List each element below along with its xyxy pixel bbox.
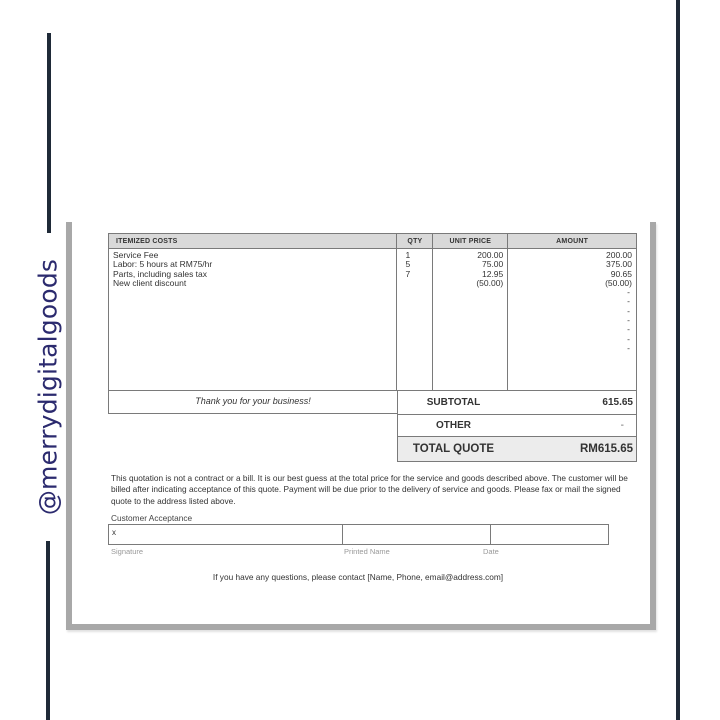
date-caption: Date — [483, 547, 499, 556]
thank-you-note: Thank you for your business! — [108, 390, 398, 414]
empty-amount: - — [627, 342, 630, 353]
quotation-disclaimer: This quotation is not a contract or a bill. It is our best guess at the total price for the service and goods described above. The customer will be billed after indicating acceptance of this quote. Payment will be due prior to the delivery of service and goods. Please fax or mail the signed quote to the address listed above. — [111, 473, 628, 506]
item-qty: 1 — [405, 250, 411, 260]
frame-line-left-bottom — [46, 541, 50, 720]
item-unit-price: 12.95 — [481, 268, 504, 279]
itemized-costs-table — [108, 233, 637, 391]
total-quote-value: RM615.65 — [579, 443, 633, 455]
item-description: New client discount — [113, 277, 187, 288]
header-qty: QTY — [397, 234, 433, 249]
item-unit-price: 75.00 — [481, 259, 504, 270]
qty-column — [397, 249, 433, 391]
item-unit-price: 200.00 — [477, 250, 504, 260]
empty-amount: - — [627, 305, 630, 316]
frame-line-right — [676, 0, 680, 720]
item-amount: (50.00) — [605, 277, 632, 288]
printed-name-field[interactable] — [343, 525, 491, 544]
empty-amount: - — [627, 296, 630, 307]
date-field[interactable] — [491, 525, 608, 544]
unit-price-column — [433, 249, 508, 391]
item-column — [109, 249, 397, 391]
subtotal-value: 615.65 — [602, 396, 633, 408]
empty-amount: - — [627, 287, 630, 298]
table-body — [109, 249, 637, 391]
item-amount: 90.65 — [610, 268, 632, 279]
amount-column — [508, 249, 637, 391]
totals-block — [397, 390, 637, 462]
empty-amount: - — [627, 333, 630, 344]
header-unit-price: UNIT PRICE — [433, 234, 508, 249]
item-unit-price: (50.00) — [476, 277, 504, 288]
acceptance-fields — [108, 524, 609, 545]
other-row — [397, 415, 637, 437]
frame-line-left-top — [47, 33, 51, 233]
empty-amount: - — [627, 324, 630, 335]
empty-amount: - — [627, 315, 630, 326]
item-description: Parts, including sales tax — [113, 268, 208, 279]
header-itemized-costs: ITEMIZED COSTS — [109, 234, 397, 249]
signature-caption: Signature — [111, 547, 144, 556]
other-value: - — [620, 420, 624, 431]
total-quote-row — [397, 437, 637, 462]
header-amount: AMOUNT — [508, 234, 637, 249]
total-quote-label: TOTAL QUOTE — [412, 443, 495, 455]
watermark-handle: @merrydigitalgoods — [33, 258, 63, 516]
item-qty: 5 — [405, 259, 411, 270]
customer-acceptance-label: Customer Acceptance — [111, 513, 193, 523]
item-description: Service Fee — [113, 250, 159, 260]
printed-name-caption: Printed Name — [344, 547, 390, 556]
item-qty: 7 — [405, 268, 411, 279]
signature-field[interactable]: x — [109, 525, 343, 544]
item-amount: 375.00 — [606, 259, 632, 270]
item-description: Labor: 5 hours at RM75/hr — [113, 259, 213, 270]
subtotal-row — [397, 390, 637, 415]
table-header-row — [109, 234, 637, 249]
subtotal-label: SUBTOTAL — [426, 396, 481, 408]
item-qty — [401, 279, 428, 288]
contact-line: If you have any questions, please contact [Name, Phone, email@address.com] — [212, 572, 504, 582]
item-amount: 200.00 — [606, 250, 632, 260]
other-label: OTHER — [436, 420, 471, 431]
